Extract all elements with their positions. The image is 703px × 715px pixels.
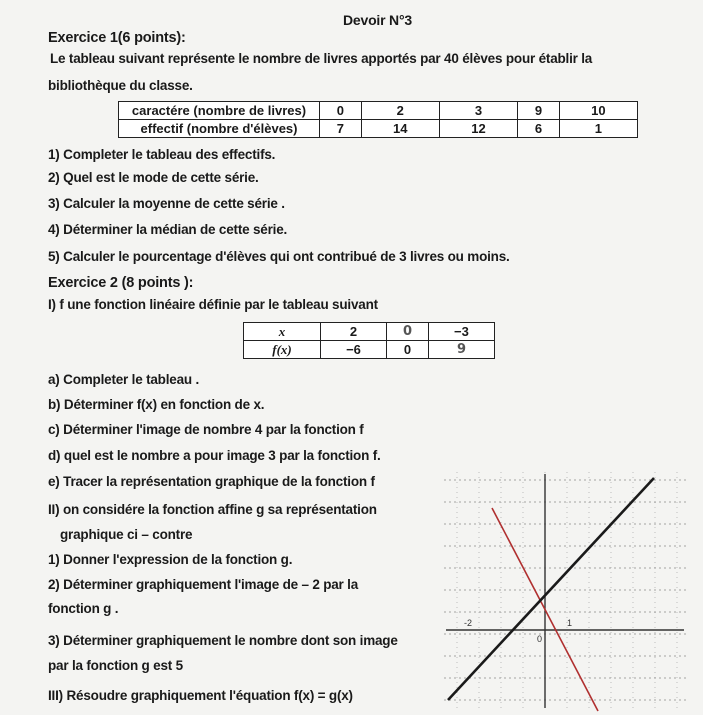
exercise2-question: b) Déterminer f(x) en fonction de x.: [48, 397, 265, 412]
x-tick-label: 0: [537, 634, 543, 644]
exercise2-part2-question: fonction g .: [48, 601, 119, 616]
table-row: [244, 323, 495, 341]
table-cell: −6: [321, 341, 387, 359]
table-cell: −3: [428, 323, 494, 341]
table-cell: 9: [518, 102, 560, 120]
line-g: [448, 478, 654, 700]
table-cell: 10: [559, 102, 637, 120]
exercise2-part1-intro: I) f une fonction linéaire définie par le tableau suivant: [48, 297, 378, 312]
function-graph: [440, 468, 690, 713]
exercise2-question: a) Completer le tableau .: [48, 372, 200, 387]
exercise1-question: 5) Calculer le pourcentage d'élèves qui ont contribué de 3 livres ou moins.: [48, 249, 510, 264]
exercise2-part2-question: 3) Déterminer graphiquement le nombre dont son image: [48, 633, 398, 648]
exercise2-part3: III) Résoudre graphiquement l'équation f(x) = g(x): [48, 688, 353, 703]
table-cell: 0: [320, 102, 362, 120]
exercise2-part2-question: 1) Donner l'expression de la fonction g.: [48, 552, 293, 567]
table-cell: caractére (nombre de livres): [119, 102, 320, 120]
exercise1-heading: Exercice 1(6 points):: [48, 30, 186, 46]
exercise2-question: e) Tracer la représentation graphique de la fonction f: [48, 474, 375, 489]
table-cell: 6: [518, 120, 560, 138]
table-cell: 2: [321, 323, 387, 341]
exercise1-intro-2: bibliothèque du classe.: [48, 78, 193, 93]
table-cell: 14: [361, 120, 439, 138]
table-cell: x: [244, 323, 321, 341]
graph-grid: [444, 472, 686, 710]
table-cell: 7: [320, 120, 362, 138]
exercise1-question: 2) Quel est le mode de cette série.: [48, 170, 259, 185]
exercise2-part2-question: 2) Déterminer graphiquement l'image de – 2 par la: [48, 577, 359, 592]
table-cell: 0: [387, 341, 429, 359]
exercise2-part2-question: par la fonction g est 5: [48, 658, 183, 673]
table-row: [119, 102, 638, 120]
table-row: [119, 120, 638, 138]
table-cell: 9: [428, 341, 494, 359]
x-tick-label: 1: [567, 618, 573, 628]
exercise1-intro: Le tableau suivant représente le nombre de livres apportés par 40 élèves pour établir la: [50, 51, 593, 66]
table-cell: 2: [361, 102, 439, 120]
function-table: [243, 322, 495, 359]
exercise1-question: 4) Déterminer la médian de cette série.: [48, 222, 288, 237]
exercise1-question: 3) Calculer la moyenne de cette série .: [48, 196, 285, 211]
table-cell: effectif (nombre d'élèves): [119, 120, 320, 138]
x-tick-label: -2: [464, 618, 473, 628]
table-cell: f(x): [244, 341, 321, 359]
page-title: Devoir N°3: [343, 12, 412, 28]
exercise2-part2-intro: II) on considére la fonction affine g sa représentation: [48, 502, 377, 517]
table-cell: 0: [387, 323, 429, 341]
exercise2-question: c) Déterminer l'image de nombre 4 par la fonction f: [48, 422, 364, 437]
exercise2-heading: Exercice 2 (8 points ):: [48, 275, 194, 291]
table-cell: 12: [439, 120, 517, 138]
table-cell: 3: [439, 102, 517, 120]
exercise2-question: d) quel est le nombre a pour image 3 par la fonction f.: [48, 448, 381, 463]
frequency-table: [118, 101, 638, 138]
table-row: [244, 341, 495, 359]
exercise1-question: 1) Completer le tableau des effectifs.: [48, 147, 276, 162]
table-cell: 1: [559, 120, 637, 138]
exercise2-part2-intro-2: graphique ci – contre: [60, 527, 193, 542]
